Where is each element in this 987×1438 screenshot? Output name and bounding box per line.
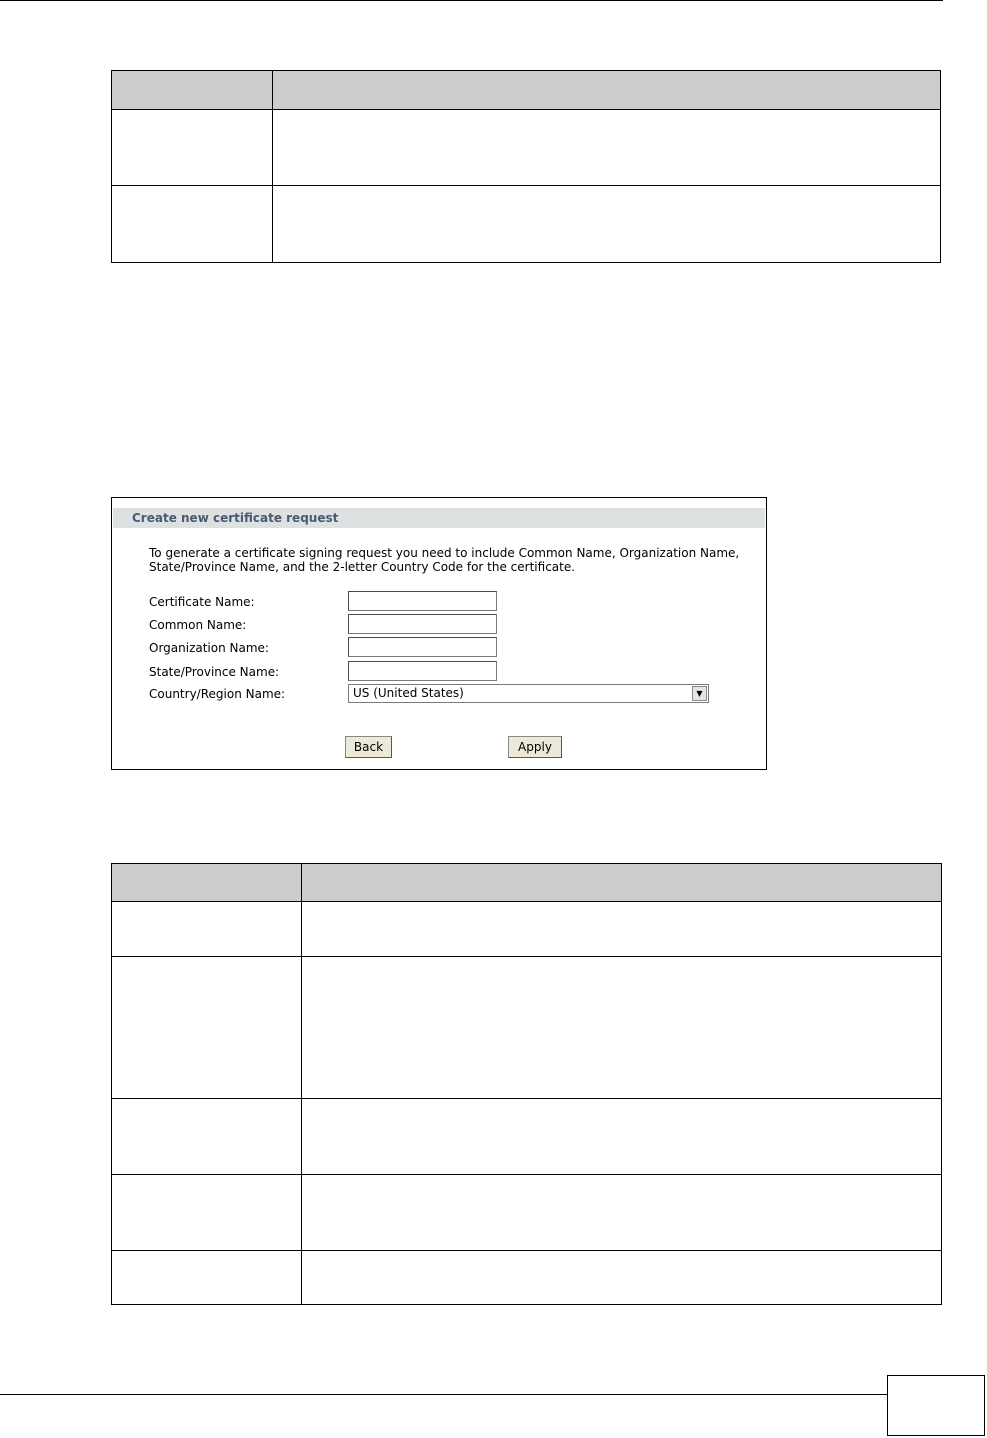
header-rule [0, 0, 943, 1]
country-region-select[interactable] [348, 684, 709, 703]
footer-rule [0, 1394, 888, 1395]
organization-name-label: Organization Name: [149, 641, 269, 655]
field-description-table-2 [111, 863, 942, 1305]
panel-title: Create new certificate request [113, 508, 765, 528]
table-header-label [112, 71, 273, 110]
back-button[interactable]: Back [345, 736, 392, 758]
common-name-label: Common Name: [149, 618, 247, 632]
table-row [112, 902, 942, 957]
table-header-description [273, 71, 941, 110]
certificate-name-label: Certificate Name: [149, 595, 255, 609]
table-row [112, 1175, 942, 1251]
intro-text: To generate a certificate signing request you need to include Common Name, Organization Name, State/Province Name, and the 2-letter Country Code for the certificate. [149, 546, 740, 574]
certificate-name-input[interactable] [348, 591, 497, 611]
country-region-label: Country/Region Name: [149, 687, 286, 701]
table-header-label [112, 864, 302, 902]
table-row [112, 1251, 942, 1305]
table-row [112, 110, 941, 186]
common-name-input[interactable] [348, 614, 497, 634]
page-number-box [887, 1375, 985, 1436]
table-row [112, 186, 941, 263]
state-province-input[interactable] [348, 661, 497, 681]
table-header-description [302, 864, 942, 902]
state-province-label: State/Province Name: [149, 665, 280, 679]
chevron-down-icon[interactable]: ▼ [692, 686, 707, 701]
field-description-table-1 [111, 70, 941, 263]
create-certificate-request-panel [111, 497, 767, 770]
apply-button[interactable]: Apply [508, 736, 562, 758]
country-region-value: US (United States) [353, 686, 464, 700]
table-row [112, 957, 942, 1099]
organization-name-input[interactable] [348, 637, 497, 657]
table-row [112, 1099, 942, 1175]
